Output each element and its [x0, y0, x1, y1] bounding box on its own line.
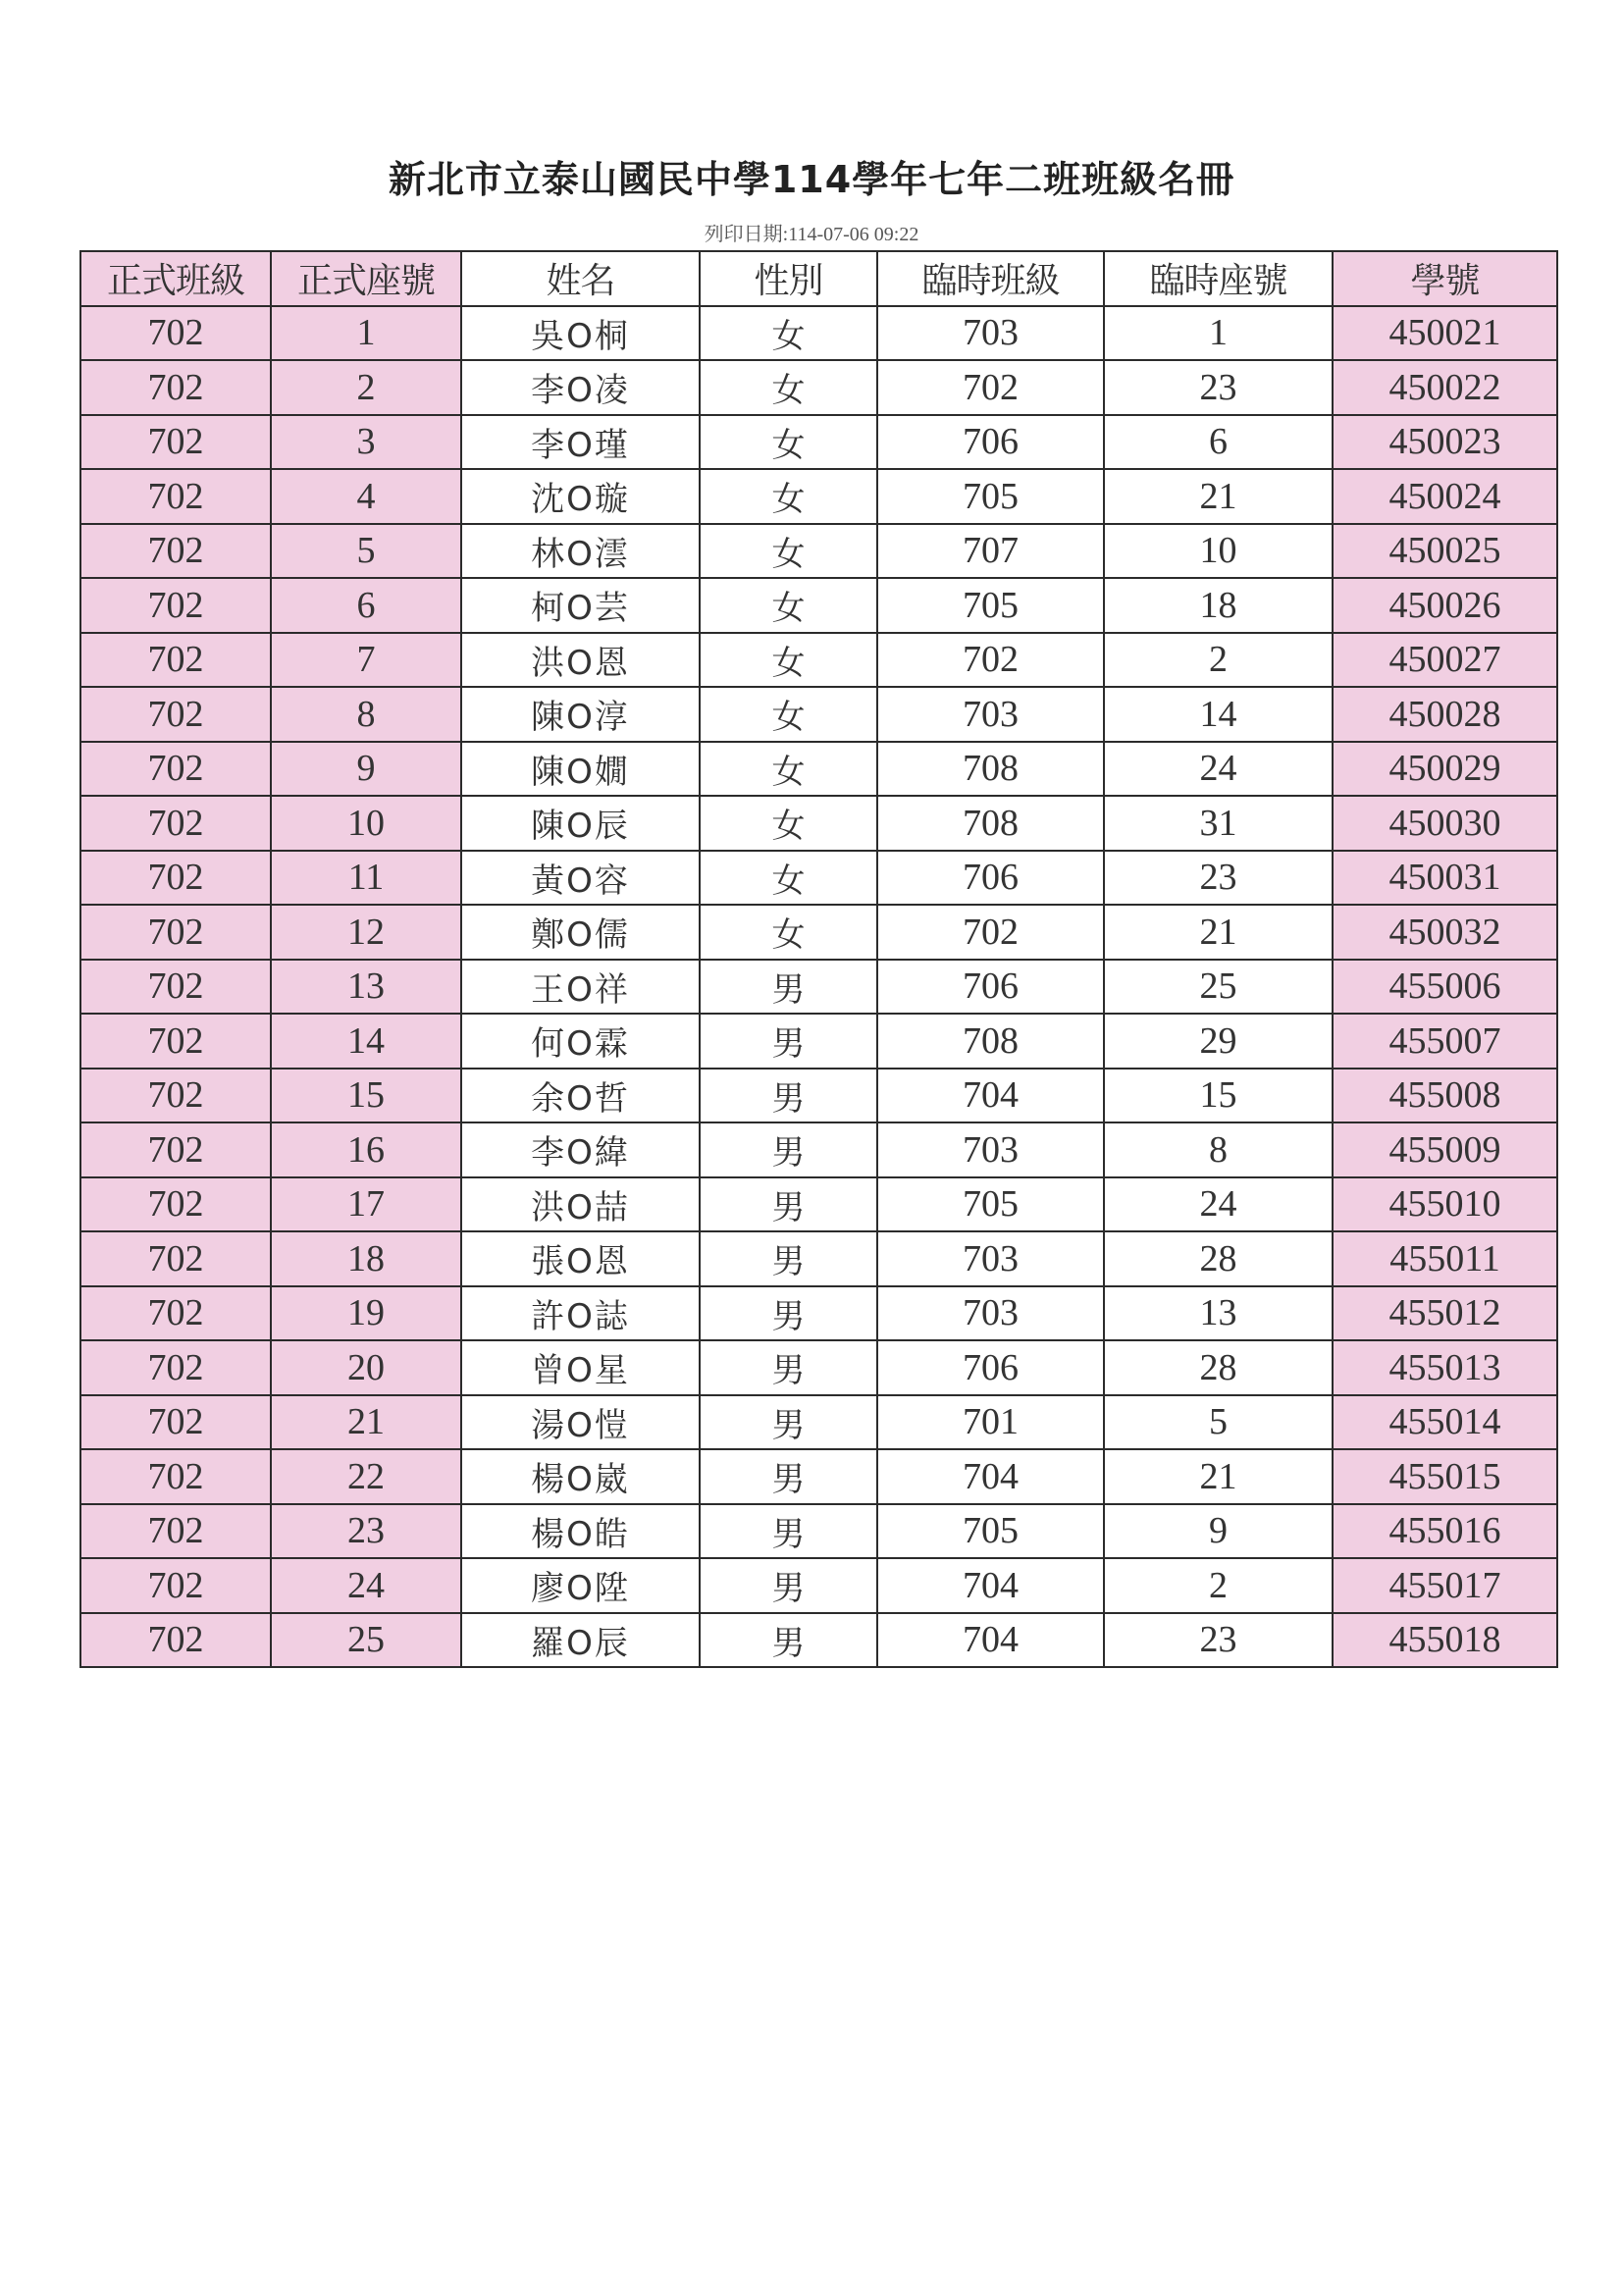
official-seat-cell: 21: [271, 1395, 461, 1450]
official-seat-cell: 4: [271, 469, 461, 524]
temp-seat-cell: 6: [1104, 415, 1333, 470]
temp-class-cell: 703: [877, 1122, 1104, 1177]
table-row: [80, 524, 1557, 579]
gender-cell: 男: [700, 1014, 877, 1069]
student-name-cell: 李O瑾: [461, 415, 700, 470]
table-row: [80, 1449, 1557, 1504]
temp-class-cell: 706: [877, 960, 1104, 1015]
gender-cell: 男: [700, 1286, 877, 1341]
temp-class-cell: 702: [877, 905, 1104, 960]
official-seat-cell: 6: [271, 578, 461, 633]
temp-class-cell: 703: [877, 687, 1104, 742]
official-class-cell: 702: [80, 1395, 271, 1450]
official-seat-cell: 16: [271, 1122, 461, 1177]
student-name-cell: 洪O喆: [461, 1177, 700, 1232]
table-row: [80, 1122, 1557, 1177]
student-id-cell: 450028: [1333, 687, 1557, 742]
table-row: [80, 851, 1557, 906]
temp-class-cell: 703: [877, 306, 1104, 361]
official-class-cell: 702: [80, 578, 271, 633]
temp-class-cell: 703: [877, 1286, 1104, 1341]
student-id-cell: 455007: [1333, 1014, 1557, 1069]
official-class-cell: 702: [80, 306, 271, 361]
student-id-cell: 450024: [1333, 469, 1557, 524]
student-id-cell: 455011: [1333, 1231, 1557, 1286]
temp-class-cell: 708: [877, 796, 1104, 851]
student-id-cell: 450027: [1333, 633, 1557, 688]
header-official-seat: 正式座號: [271, 251, 461, 306]
temp-seat-cell: 25: [1104, 960, 1333, 1015]
official-seat-cell: 12: [271, 905, 461, 960]
temp-seat-cell: 23: [1104, 851, 1333, 906]
table-row: [80, 796, 1557, 851]
official-class-cell: 702: [80, 851, 271, 906]
class-roster-table: [79, 250, 1558, 1668]
table-row: [80, 742, 1557, 797]
official-class-cell: 702: [80, 1014, 271, 1069]
temp-seat-cell: 21: [1104, 905, 1333, 960]
official-class-cell: 702: [80, 524, 271, 579]
temp-seat-cell: 24: [1104, 1177, 1333, 1232]
table-row: [80, 415, 1557, 470]
official-seat-cell: 17: [271, 1177, 461, 1232]
temp-seat-cell: 2: [1104, 633, 1333, 688]
student-name-cell: 李O凌: [461, 360, 700, 415]
student-id-cell: 450031: [1333, 851, 1557, 906]
gender-cell: 男: [700, 1504, 877, 1559]
student-id-cell: 455014: [1333, 1395, 1557, 1450]
temp-seat-cell: 23: [1104, 1613, 1333, 1668]
student-name-cell: 何O霖: [461, 1014, 700, 1069]
header-name: 姓名: [461, 251, 700, 306]
student-name-cell: 陳O嫺: [461, 742, 700, 797]
temp-class-cell: 702: [877, 360, 1104, 415]
student-name-cell: 余O哲: [461, 1069, 700, 1123]
temp-seat-cell: 21: [1104, 1449, 1333, 1504]
official-seat-cell: 11: [271, 851, 461, 906]
temp-seat-cell: 29: [1104, 1014, 1333, 1069]
temp-class-cell: 708: [877, 1014, 1104, 1069]
header-gender: 性別: [700, 251, 877, 306]
official-class-cell: 702: [80, 1286, 271, 1341]
temp-class-cell: 704: [877, 1449, 1104, 1504]
temp-class-cell: 708: [877, 742, 1104, 797]
table-row: [80, 578, 1557, 633]
student-id-cell: 450022: [1333, 360, 1557, 415]
official-class-cell: 702: [80, 742, 271, 797]
official-seat-cell: 19: [271, 1286, 461, 1341]
student-id-cell: 455013: [1333, 1340, 1557, 1395]
table-row: [80, 1340, 1557, 1395]
student-id-cell: 455008: [1333, 1069, 1557, 1123]
student-id-cell: 455006: [1333, 960, 1557, 1015]
official-class-cell: 702: [80, 1069, 271, 1123]
official-class-cell: 702: [80, 469, 271, 524]
temp-seat-cell: 1: [1104, 306, 1333, 361]
student-id-cell: 455016: [1333, 1504, 1557, 1559]
student-name-cell: 沈O璇: [461, 469, 700, 524]
official-class-cell: 702: [80, 1231, 271, 1286]
gender-cell: 女: [700, 851, 877, 906]
temp-seat-cell: 10: [1104, 524, 1333, 579]
header-official-class: 正式班級: [80, 251, 271, 306]
temp-class-cell: 701: [877, 1395, 1104, 1450]
official-class-cell: 702: [80, 633, 271, 688]
gender-cell: 女: [700, 633, 877, 688]
temp-class-cell: 703: [877, 1231, 1104, 1286]
table-row: [80, 306, 1557, 361]
gender-cell: 女: [700, 578, 877, 633]
table-row: [80, 1069, 1557, 1123]
student-name-cell: 陳O辰: [461, 796, 700, 851]
gender-cell: 女: [700, 415, 877, 470]
official-class-cell: 702: [80, 796, 271, 851]
official-seat-cell: 24: [271, 1558, 461, 1613]
temp-class-cell: 706: [877, 415, 1104, 470]
official-class-cell: 702: [80, 960, 271, 1015]
temp-seat-cell: 2: [1104, 1558, 1333, 1613]
temp-seat-cell: 5: [1104, 1395, 1333, 1450]
student-id-cell: 455015: [1333, 1449, 1557, 1504]
student-name-cell: 張O恩: [461, 1231, 700, 1286]
student-name-cell: 許O誌: [461, 1286, 700, 1341]
table-row: [80, 960, 1557, 1015]
student-name-cell: 曾O星: [461, 1340, 700, 1395]
temp-class-cell: 705: [877, 1177, 1104, 1232]
student-id-cell: 450032: [1333, 905, 1557, 960]
header-temp-class: 臨時班級: [877, 251, 1104, 306]
gender-cell: 男: [700, 1177, 877, 1232]
official-seat-cell: 5: [271, 524, 461, 579]
header-student-id: 學號: [1333, 251, 1557, 306]
temp-class-cell: 706: [877, 851, 1104, 906]
student-name-cell: 黃O容: [461, 851, 700, 906]
official-class-cell: 702: [80, 1613, 271, 1668]
table-row: [80, 1231, 1557, 1286]
student-id-cell: 450030: [1333, 796, 1557, 851]
table-row: [80, 1395, 1557, 1450]
table-row: [80, 1504, 1557, 1559]
temp-seat-cell: 21: [1104, 469, 1333, 524]
temp-seat-cell: 18: [1104, 578, 1333, 633]
official-seat-cell: 18: [271, 1231, 461, 1286]
official-class-cell: 702: [80, 687, 271, 742]
temp-class-cell: 705: [877, 578, 1104, 633]
official-seat-cell: 10: [271, 796, 461, 851]
table-row: [80, 1558, 1557, 1613]
gender-cell: 男: [700, 1231, 877, 1286]
table-row: [80, 360, 1557, 415]
temp-class-cell: 705: [877, 1504, 1104, 1559]
temp-seat-cell: 23: [1104, 360, 1333, 415]
official-seat-cell: 8: [271, 687, 461, 742]
student-name-cell: 羅O辰: [461, 1613, 700, 1668]
temp-class-cell: 705: [877, 469, 1104, 524]
print-date: 列印日期:114-07-06 09:22: [704, 224, 919, 245]
temp-class-cell: 704: [877, 1558, 1104, 1613]
table-row: [80, 1014, 1557, 1069]
official-seat-cell: 9: [271, 742, 461, 797]
gender-cell: 女: [700, 469, 877, 524]
student-name-cell: 陳O淳: [461, 687, 700, 742]
temp-seat-cell: 31: [1104, 796, 1333, 851]
official-class-cell: 702: [80, 415, 271, 470]
page-title: 新北市立泰山國民中學114學年七年二班班級名冊: [388, 158, 1235, 201]
temp-class-cell: 704: [877, 1069, 1104, 1123]
gender-cell: 男: [700, 1449, 877, 1504]
official-class-cell: 702: [80, 1504, 271, 1559]
table-row: [80, 687, 1557, 742]
gender-cell: 女: [700, 306, 877, 361]
gender-cell: 男: [700, 1069, 877, 1123]
temp-seat-cell: 9: [1104, 1504, 1333, 1559]
official-class-cell: 702: [80, 1122, 271, 1177]
table-row: [80, 1613, 1557, 1668]
gender-cell: 女: [700, 742, 877, 797]
official-seat-cell: 20: [271, 1340, 461, 1395]
temp-seat-cell: 14: [1104, 687, 1333, 742]
header-row: [80, 251, 1557, 306]
student-id-cell: 450026: [1333, 578, 1557, 633]
student-name-cell: 楊O皓: [461, 1504, 700, 1559]
student-id-cell: 455017: [1333, 1558, 1557, 1613]
gender-cell: 女: [700, 687, 877, 742]
student-id-cell: 450029: [1333, 742, 1557, 797]
official-class-cell: 702: [80, 1449, 271, 1504]
official-seat-cell: 7: [271, 633, 461, 688]
official-class-cell: 702: [80, 1177, 271, 1232]
gender-cell: 男: [700, 1613, 877, 1668]
temp-seat-cell: 28: [1104, 1340, 1333, 1395]
student-id-cell: 455010: [1333, 1177, 1557, 1232]
student-id-cell: 455009: [1333, 1122, 1557, 1177]
gender-cell: 女: [700, 524, 877, 579]
student-name-cell: 廖O陞: [461, 1558, 700, 1613]
student-name-cell: 柯O芸: [461, 578, 700, 633]
official-class-cell: 702: [80, 905, 271, 960]
gender-cell: 女: [700, 360, 877, 415]
official-seat-cell: 3: [271, 415, 461, 470]
temp-seat-cell: 24: [1104, 742, 1333, 797]
student-name-cell: 鄭O儒: [461, 905, 700, 960]
official-class-cell: 702: [80, 360, 271, 415]
student-id-cell: 455012: [1333, 1286, 1557, 1341]
table-row: [80, 1177, 1557, 1232]
gender-cell: 男: [700, 1558, 877, 1613]
official-seat-cell: 22: [271, 1449, 461, 1504]
temp-class-cell: 704: [877, 1613, 1104, 1668]
student-id-cell: 455018: [1333, 1613, 1557, 1668]
official-seat-cell: 14: [271, 1014, 461, 1069]
temp-seat-cell: 13: [1104, 1286, 1333, 1341]
temp-seat-cell: 8: [1104, 1122, 1333, 1177]
official-class-cell: 702: [80, 1340, 271, 1395]
student-name-cell: 洪O恩: [461, 633, 700, 688]
gender-cell: 女: [700, 905, 877, 960]
table-row: [80, 633, 1557, 688]
temp-class-cell: 707: [877, 524, 1104, 579]
temp-class-cell: 702: [877, 633, 1104, 688]
table-row: [80, 905, 1557, 960]
header-temp-seat: 臨時座號: [1104, 251, 1333, 306]
student-name-cell: 吳O桐: [461, 306, 700, 361]
student-id-cell: 450021: [1333, 306, 1557, 361]
student-name-cell: 楊O崴: [461, 1449, 700, 1504]
student-name-cell: 林O澐: [461, 524, 700, 579]
temp-seat-cell: 15: [1104, 1069, 1333, 1123]
official-seat-cell: 25: [271, 1613, 461, 1668]
student-name-cell: 李O緯: [461, 1122, 700, 1177]
official-class-cell: 702: [80, 1558, 271, 1613]
student-name-cell: 湯O愷: [461, 1395, 700, 1450]
official-seat-cell: 15: [271, 1069, 461, 1123]
student-name-cell: 王O祥: [461, 960, 700, 1015]
roster-body: [80, 306, 1557, 1668]
gender-cell: 男: [700, 1395, 877, 1450]
gender-cell: 男: [700, 1340, 877, 1395]
student-id-cell: 450023: [1333, 415, 1557, 470]
gender-cell: 男: [700, 1122, 877, 1177]
official-seat-cell: 1: [271, 306, 461, 361]
gender-cell: 男: [700, 960, 877, 1015]
temp-seat-cell: 28: [1104, 1231, 1333, 1286]
student-id-cell: 450025: [1333, 524, 1557, 579]
official-seat-cell: 23: [271, 1504, 461, 1559]
gender-cell: 女: [700, 796, 877, 851]
table-row: [80, 469, 1557, 524]
temp-class-cell: 706: [877, 1340, 1104, 1395]
official-seat-cell: 2: [271, 360, 461, 415]
table-row: [80, 1286, 1557, 1341]
official-seat-cell: 13: [271, 960, 461, 1015]
